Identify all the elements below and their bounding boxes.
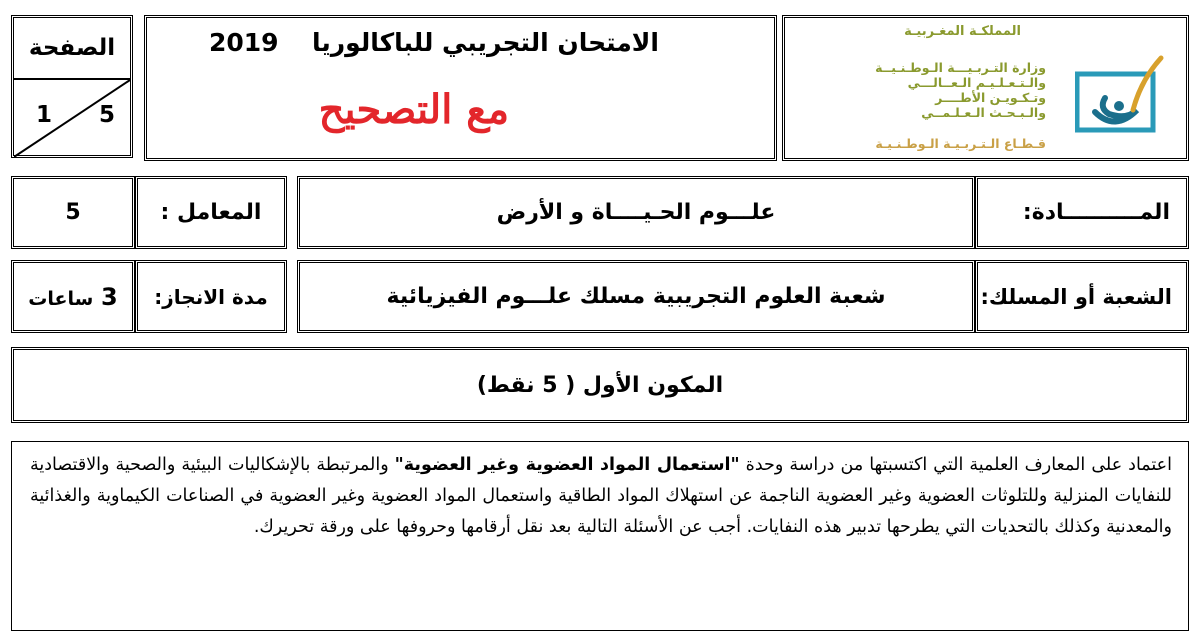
page-total: 5 — [99, 102, 116, 128]
duration-value-box — [11, 260, 135, 333]
exam-year: 2019 — [208, 28, 279, 57]
ministry-logo-icon — [1075, 50, 1167, 134]
exam-title-box — [144, 15, 777, 161]
page-current: 1 — [36, 102, 53, 128]
ministry-kingdom: المملكـة المغـربيـة — [904, 24, 1021, 39]
ministry-line-2: والـتـعـلـيـم الـعــالـــي — [907, 75, 1046, 90]
duration-value — [28, 283, 117, 311]
intro-box — [11, 441, 1189, 631]
section-heading: المكون الأول ( 5 نقط) — [476, 372, 724, 398]
intro-part-2: والمرتبطة بالإشكاليات البيئية والصحية والاقتصادية للنفايات المنزلية وللتلوثات العضوية وغير العضوية الناجمة عن استهلاك المواد الطاقية واستعمال المواد العضوية وغير العضوية في الصناعات الكيماوية والغذائية والمعدنية وكذلك بالتحديات التي يطرحها تدبير هذه النفايات. أجب عن الأسئلة التالية بعد نقل أرقامها وحروفها على ورقة تحريرك. — [30, 455, 1172, 537]
track-label: الشعبة أو المسلك: — [980, 284, 1172, 309]
page-number-box — [11, 15, 133, 158]
duration-label: مدة الانجاز: — [154, 284, 268, 309]
page-fraction — [14, 78, 130, 157]
ministry-line-1: وزارة التـربـيـــة الـوطـنـيــة — [875, 60, 1046, 75]
intro-part-1: اعتماد على المعارف العلمية التي اكتسبتها من دراسة وحدة — [739, 455, 1172, 475]
ministry-box — [782, 15, 1189, 161]
subject-value-box — [297, 176, 975, 249]
ministry-name — [875, 60, 1046, 120]
duration-label-box — [135, 260, 287, 333]
track-value-box — [297, 260, 975, 333]
ministry-line-3: وتـكـويـن الأطــــر — [935, 90, 1046, 105]
ministry-sector: قـطـاع الـتـربـيـة الـوطـنـيـة — [875, 136, 1046, 151]
correction-stamp: مع التصحيح — [318, 86, 509, 133]
track-label-box — [975, 260, 1189, 333]
page-label: الصفحة — [28, 35, 116, 61]
exam-title — [209, 28, 659, 57]
intro-unit-name: "استعمال المواد العضوية وغير العضوية" — [394, 455, 740, 475]
duration-number: 3 — [101, 282, 118, 311]
section-heading-box — [11, 347, 1189, 423]
track-value: شعبة العلوم التجريبية مسلك علـــوم الفيزيائية — [386, 284, 886, 309]
coefficient-value: 5 — [65, 200, 81, 225]
exam-title-text: الامتحان التجريبي للباكالوريا — [312, 28, 659, 57]
subject-value: علـــوم الحـيــــاة و الأرض — [496, 200, 776, 225]
coefficient-label-box — [135, 176, 287, 249]
ministry-line-4: والـبـحـث الـعـلـمــي — [921, 105, 1046, 120]
subject-label-box — [975, 176, 1189, 249]
duration-unit: ساعات — [28, 287, 94, 310]
subject-label: المــــــــــادة: — [1022, 200, 1170, 225]
coefficient-label: المعامل : — [160, 200, 262, 225]
coefficient-value-box — [11, 176, 135, 249]
intro-paragraph — [30, 450, 1172, 543]
